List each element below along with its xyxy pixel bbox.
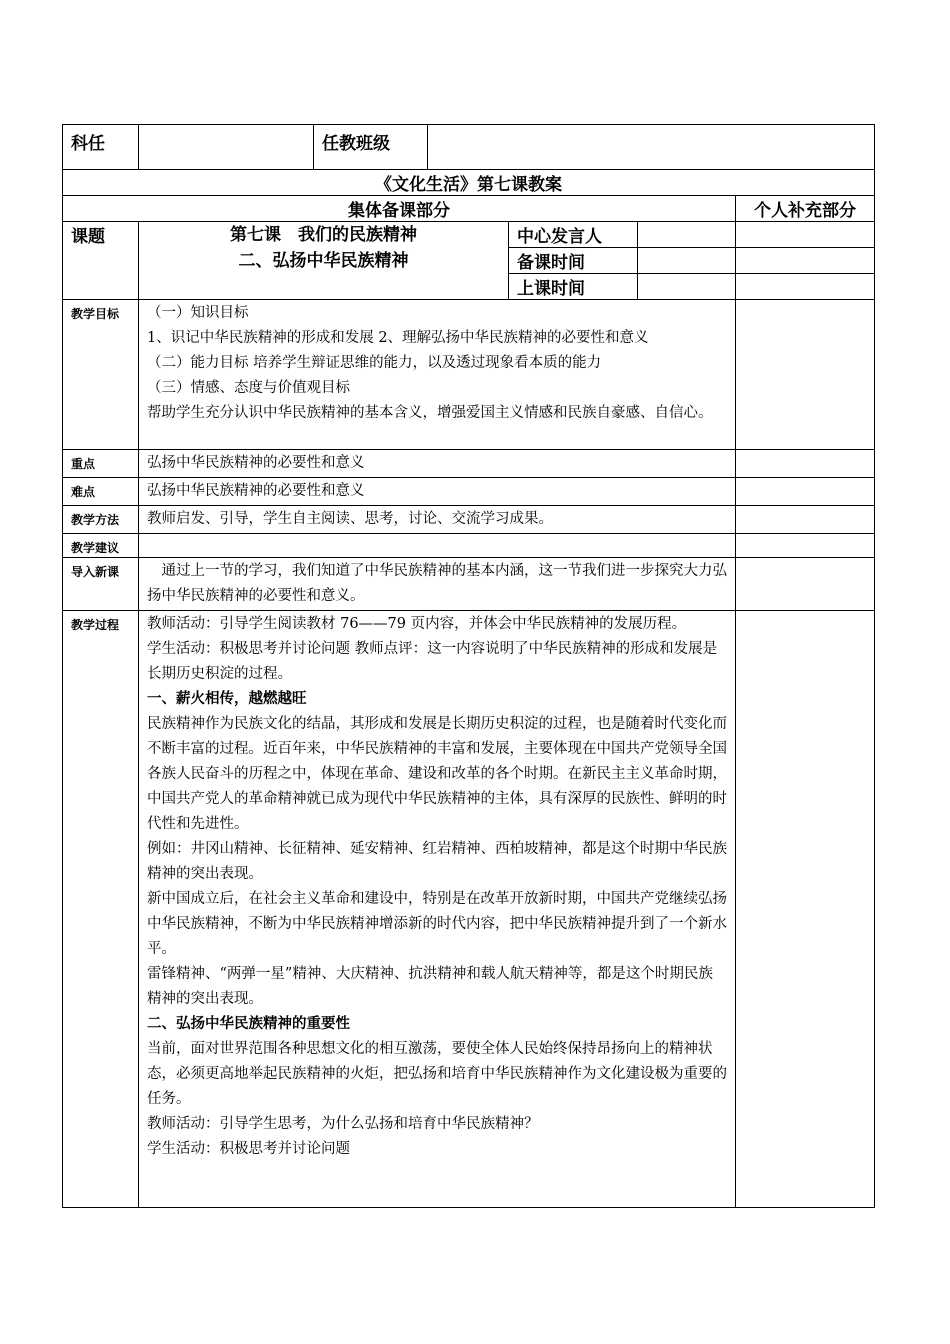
topic-line-2: 二、弘扬中华民族精神: [238, 251, 409, 271]
speaker-value: [638, 222, 736, 248]
class-label: 任教班级: [314, 125, 428, 170]
objectives-line: 1、识记中华民族精神的形成和发展 2、理解弘扬中华民族精神的必要性和意义: [147, 330, 649, 346]
speaker-label: 中心发言人: [509, 222, 638, 248]
suggestion-row: [63, 534, 875, 558]
topic-label: 课题: [63, 222, 139, 300]
method-personal: [736, 506, 875, 534]
topic-title: [139, 222, 509, 300]
process-paragraph: 当前，面对世界范围各种思想文化的相互激荡，要使全体人民始终保持昂扬向上的精神状态，必须更高地举起民族精神的火炬，把弘扬和培育中华民族精神作为文化建设极为重要的任务。: [147, 1041, 727, 1107]
class-value: [428, 125, 875, 170]
objectives-row: [63, 300, 875, 450]
difficulty-text: 弘扬中华民族精神的必要性和意义: [139, 478, 736, 506]
process-paragraph: 教师活动：引导学生阅读教材 76——79 页内容，并体会中华民族精神的发展历程。: [147, 616, 687, 632]
collective-label: 集体备课部分: [63, 196, 736, 222]
lesson-plan-table: [62, 124, 875, 1208]
class-time-extra: [736, 274, 875, 300]
difficulty-personal: [736, 478, 875, 506]
objectives-line: （一）知识目标: [147, 305, 249, 321]
process-paragraph: 例如：井冈山精神、长征精神、延安精神、红岩精神、西柏坡精神，都是这个时期中华民族精神的突出表现。: [147, 841, 727, 882]
objectives-personal: [736, 300, 875, 450]
intro-personal: [736, 558, 875, 611]
subject-value: [139, 125, 314, 170]
process-paragraph: 教师活动：引导学生思考，为什么弘扬和培育中华民族精神？: [147, 1116, 539, 1132]
class-time-value: [638, 274, 736, 300]
process-heading: 一、薪火相传，越燃越旺: [147, 691, 307, 707]
process-heading: 二、弘扬中华民族精神的重要性: [147, 1016, 350, 1032]
prep-time-extra: [736, 248, 875, 274]
objectives-content: [139, 300, 736, 450]
section-row: [63, 196, 875, 222]
key-point-text: 弘扬中华民族精神的必要性和意义: [139, 450, 736, 478]
intro-label: 导入新课: [63, 558, 139, 611]
difficulty-row: [63, 478, 875, 506]
intro-text: 通过上一节的学习，我们知道了中华民族精神的基本内涵，这一节我们进一步探究大力弘扬中华民族精神的必要性和意义。: [139, 558, 736, 611]
method-row: [63, 506, 875, 534]
prep-time-label: 备课时间: [509, 248, 638, 274]
process-row: [63, 611, 875, 1208]
intro-row: [63, 558, 875, 611]
key-point-label: 重点: [63, 450, 139, 478]
key-point-row: [63, 450, 875, 478]
process-content: [139, 611, 736, 1208]
process-paragraph: 民族精神作为民族文化的结晶，其形成和发展是长期历史积淀的过程，也是随着时代变化而不断丰富的过程。近百年来，中华民族精神的丰富和发展，主要体现在中国共产党领导全国各族人民奋斗的历程之中，体现在革命、建设和改革的各个时期。在新民主主义革命时期，中国共产党人的革命精神就已成为现代中华民族精神的主体，具有深厚的民族性、鲜明的时代性和先进性。: [147, 716, 727, 832]
method-label: 教学方法: [63, 506, 139, 534]
topic-row-1: [63, 222, 875, 248]
suggestion-personal: [736, 534, 875, 558]
objectives-line: 帮助学生充分认识中华民族精神的基本含义，增强爱国主义情感和民族自豪感、自信心。: [147, 405, 713, 421]
header-row: [63, 125, 875, 170]
suggestion-text: [139, 534, 736, 558]
process-personal: [736, 611, 875, 1208]
process-paragraph: 新中国成立后，在社会主义革命和建设中，特别是在改革开放新时期，中国共产党继续弘扬中华民族精神，不断为中华民族精神增添新的时代内容，把中华民族精神提升到了一个新水平。: [147, 891, 727, 957]
speaker-extra: [736, 222, 875, 248]
title-row: [63, 170, 875, 196]
method-text: 教师启发、引导，学生自主阅读、思考，讨论、交流学习成果。: [139, 506, 736, 534]
subject-label: 科任: [63, 125, 139, 170]
suggestion-label: 教学建议: [63, 534, 139, 558]
topic-line-1: 第七课 我们的民族精神: [230, 225, 417, 245]
class-time-label: 上课时间: [509, 274, 638, 300]
difficulty-label: 难点: [63, 478, 139, 506]
key-point-personal: [736, 450, 875, 478]
prep-time-value: [638, 248, 736, 274]
process-label: 教学过程: [63, 611, 139, 1208]
process-paragraph: 学生活动：积极思考并讨论问题: [147, 1141, 350, 1157]
objectives-line: （三）情感、态度与价值观目标: [147, 380, 350, 396]
objectives-label: 教学目标: [63, 300, 139, 450]
process-paragraph: 雷锋精神、“两弹一星”精神、大庆精神、抗洪精神和载人航天精神等，都是这个时期民族精神的突出表现。: [147, 966, 713, 1007]
objectives-line: （二）能力目标 培养学生辩证思维的能力，以及透过现象看本质的能力: [147, 355, 602, 371]
personal-label: 个人补充部分: [736, 196, 875, 222]
page-title: 《文化生活》第七课教案: [63, 170, 875, 196]
process-paragraph: 学生活动：积极思考并讨论问题 教师点评：这一内容说明了中华民族精神的形成和发展是长期历史积淀的过程。: [147, 641, 718, 682]
